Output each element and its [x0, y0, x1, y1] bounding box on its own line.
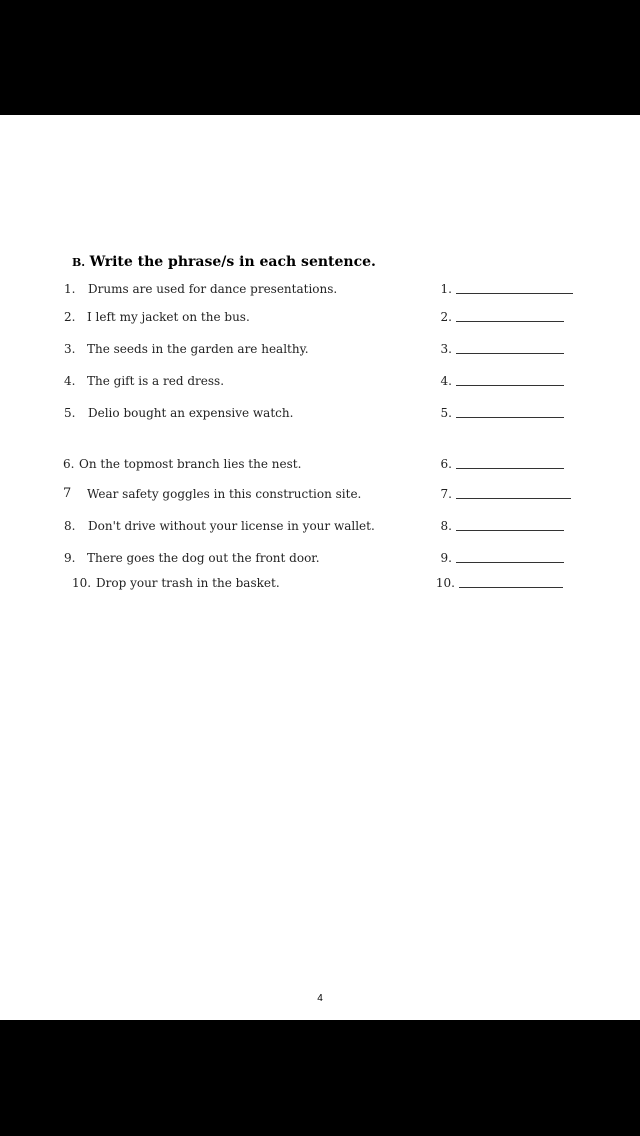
item-number: 1.	[64, 282, 76, 296]
answer-number: 8.	[440, 519, 452, 533]
list-item	[0, 487, 640, 507]
list-item	[0, 576, 640, 596]
page-number: 4	[317, 993, 323, 1004]
section-instruction: Write the phrase/s in each sentence.	[89, 254, 376, 270]
item-number: 7	[63, 486, 72, 501]
answer-number: 4.	[440, 374, 452, 388]
item-sentence: Wear safety goggles in this construction site.	[87, 487, 362, 501]
list-item	[0, 342, 640, 362]
item-number: 6.	[63, 457, 75, 471]
answer-number: 10.	[435, 576, 455, 590]
item-number: 2.	[64, 310, 76, 324]
list-item	[0, 519, 640, 539]
item-sentence: There goes the dog out the front door.	[87, 551, 320, 565]
list-item	[0, 374, 640, 394]
list-item	[0, 457, 640, 477]
item-sentence: The gift is a red dress.	[87, 374, 225, 388]
answer-line[interactable]	[456, 353, 564, 354]
item-number: 10.	[72, 576, 92, 590]
section-heading	[72, 254, 376, 270]
answer-line[interactable]	[456, 321, 564, 322]
item-number: 8.	[64, 519, 76, 533]
answer-line[interactable]	[456, 417, 564, 418]
answer-number: 6.	[440, 457, 452, 471]
answer-number: 2.	[440, 310, 452, 324]
list-item	[0, 406, 640, 426]
answer-number: 3.	[440, 342, 452, 356]
item-sentence: Don't drive without your license in your wallet.	[88, 519, 375, 533]
item-sentence: Delio bought an expensive watch.	[88, 406, 294, 420]
item-sentence: The seeds in the garden are healthy.	[87, 342, 309, 356]
list-item	[0, 282, 640, 302]
item-sentence: I left my jacket on the bus.	[87, 310, 250, 324]
worksheet-page	[0, 115, 640, 1020]
top-black-bar	[0, 0, 640, 115]
answer-line[interactable]	[456, 530, 564, 531]
answer-line[interactable]	[456, 385, 564, 386]
item-number: 4.	[64, 374, 76, 388]
item-number: 3.	[64, 342, 76, 356]
answer-line[interactable]	[456, 468, 564, 469]
answer-line[interactable]	[456, 562, 564, 563]
item-sentence: Drop your trash in the basket.	[96, 576, 280, 590]
item-number: 5.	[64, 406, 76, 420]
answer-number: 9.	[440, 551, 452, 565]
list-item	[0, 310, 640, 330]
answer-line[interactable]	[459, 587, 563, 588]
answer-number: 1.	[440, 282, 452, 296]
answer-number: 5.	[440, 406, 452, 420]
answer-line[interactable]	[456, 498, 571, 499]
item-sentence: On the topmost branch lies the nest.	[79, 457, 302, 471]
bottom-black-bar	[0, 1020, 640, 1136]
list-item	[0, 551, 640, 571]
section-letter: B.	[72, 256, 86, 269]
item-number: 9.	[64, 551, 76, 565]
item-sentence: Drums are used for dance presentations.	[88, 282, 338, 296]
answer-number: 7.	[440, 487, 452, 501]
answer-line[interactable]	[456, 293, 573, 294]
